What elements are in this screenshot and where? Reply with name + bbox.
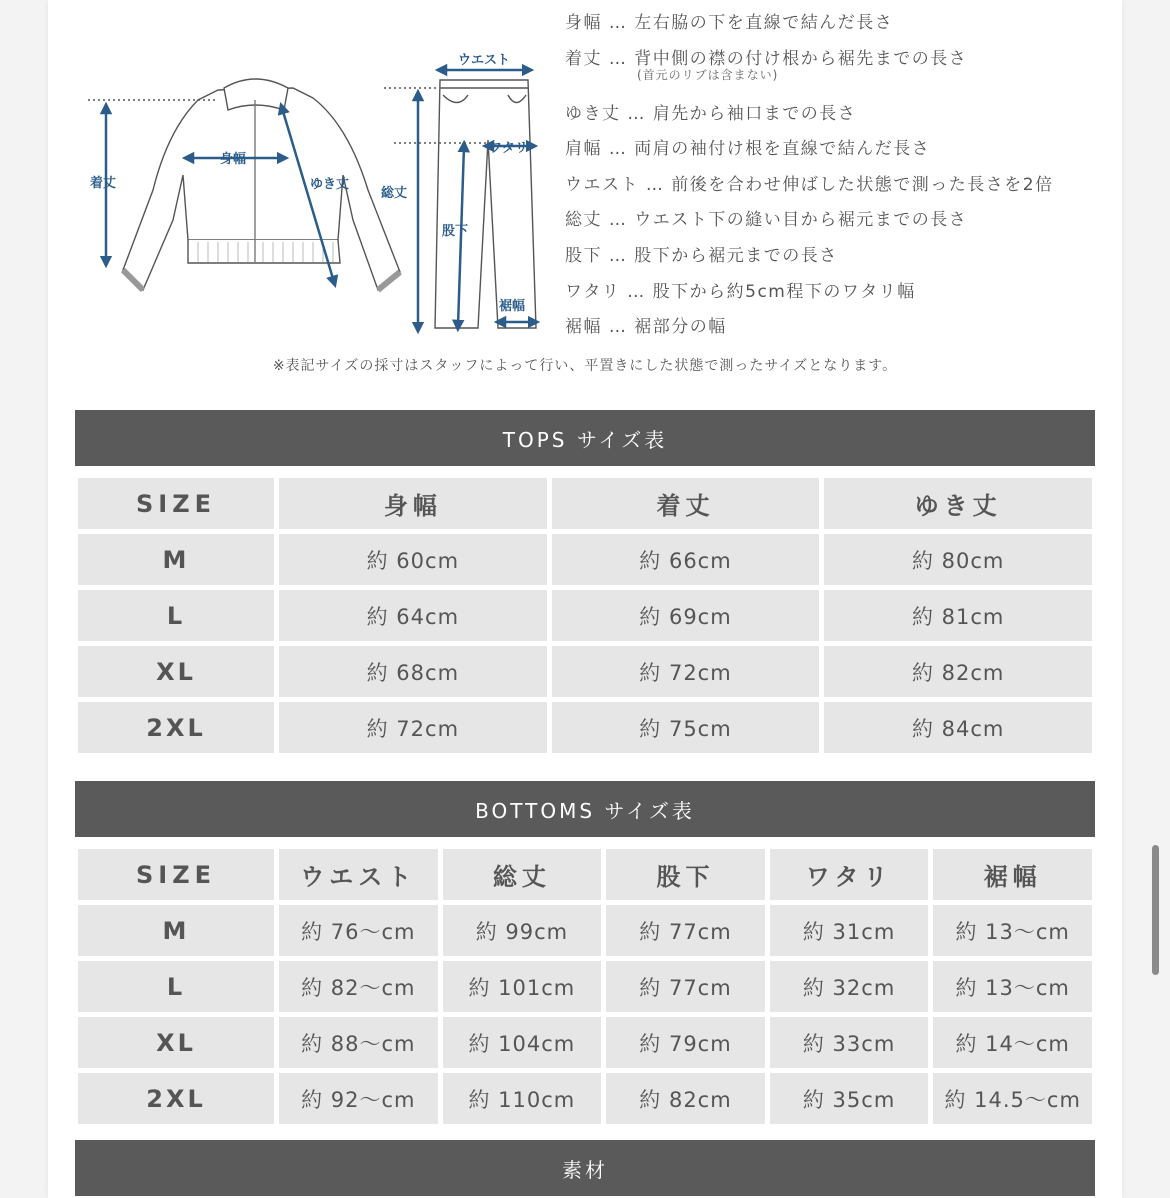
definition-item: 裾幅 … 裾部分の幅: [565, 317, 727, 338]
definition-item: ウエスト … 前後を合わせ伸ばした状態で測った長さを2倍: [565, 174, 1054, 195]
table-cell: 約 92〜cm: [279, 1073, 438, 1124]
jacket-length-label: 着丈: [90, 176, 117, 191]
table-cell: 約 82〜cm: [279, 961, 438, 1012]
table-header-cell: ワタリ: [770, 849, 929, 900]
table-row: [78, 961, 1092, 1012]
definition-item: 総丈 … ウエスト下の縫い目から裾元までの長さ: [565, 210, 968, 231]
table-cell: 約 110cm: [443, 1073, 602, 1124]
measurement-footnote: ※表記サイズの採寸はスタッフによって行い、平置きにした状態で測ったサイズとなります。: [272, 358, 898, 374]
table-cell: 約 82cm: [824, 646, 1092, 697]
table-cell: 約 32cm: [770, 961, 929, 1012]
table-row: [78, 1073, 1092, 1124]
table-cell: 約 81cm: [824, 590, 1092, 641]
table-cell: 約 14〜cm: [933, 1017, 1092, 1068]
definition-note: (首元のリブは含まない): [637, 67, 779, 82]
measurement-definitions: [565, 8, 1105, 348]
size-cell: 2XL: [78, 1073, 274, 1124]
product-size-page: [48, 0, 1122, 1198]
table-row: [78, 534, 1092, 585]
pants-waist-label: ウエスト: [458, 53, 511, 68]
garment-illustration: [48, 0, 568, 345]
table-header-row: [78, 478, 1092, 529]
bottoms-size-table-title: BOTTOMS サイズ表: [75, 781, 1095, 837]
size-cell: 2XL: [78, 702, 274, 753]
table-cell: 約 31cm: [770, 905, 929, 956]
jacket-width-label: 身幅: [220, 152, 247, 167]
table-cell: 約 14.5〜cm: [933, 1073, 1092, 1124]
table-cell: 約 104cm: [443, 1017, 602, 1068]
measurement-diagram: [48, 0, 1122, 400]
size-cell: XL: [78, 646, 274, 697]
definition-item: ワタリ … 股下から約5cm程下のワタリ幅: [565, 281, 916, 302]
material-section-title: 素材: [75, 1140, 1095, 1196]
pants-thigh-label: ワタリ: [489, 141, 528, 156]
table-row: [78, 590, 1092, 641]
table-header-cell: ウエスト: [279, 849, 438, 900]
table-cell: 約 99cm: [443, 905, 602, 956]
pants-total-label: 総丈: [381, 186, 408, 201]
jacket-sleeve-label: ゆき丈: [310, 177, 350, 192]
size-cell: M: [78, 534, 274, 585]
table-header-cell: SIZE: [78, 849, 274, 900]
size-cell: L: [78, 590, 274, 641]
table-header-cell: 総丈: [443, 849, 602, 900]
pants-hem-label: 裾幅: [499, 299, 526, 314]
table-header-cell: 裾幅: [933, 849, 1092, 900]
table-cell: 約 66cm: [552, 534, 820, 585]
table-cell: 約 101cm: [443, 961, 602, 1012]
table-header-cell: SIZE: [78, 478, 274, 529]
table-header-cell: 着丈: [552, 478, 820, 529]
bottoms-size-table: [73, 844, 1097, 1129]
table-row: [78, 646, 1092, 697]
table-cell: 約 68cm: [279, 646, 547, 697]
table-cell: 約 13〜cm: [933, 961, 1092, 1012]
pants-drawing: [435, 80, 536, 328]
table-cell: 約 84cm: [824, 702, 1092, 753]
jacket-drawing: [123, 79, 400, 290]
tops-size-table-title: TOPS サイズ表: [75, 410, 1095, 466]
table-cell: 約 88〜cm: [279, 1017, 438, 1068]
table-cell: 約 69cm: [552, 590, 820, 641]
table-cell: 約 72cm: [279, 702, 547, 753]
table-cell: 約 72cm: [552, 646, 820, 697]
table-cell: 約 77cm: [606, 961, 765, 1012]
table-row: [78, 1017, 1092, 1068]
definition-item: ゆき丈 … 肩先から袖口までの長さ: [565, 103, 857, 124]
size-cell: XL: [78, 1017, 274, 1068]
table-cell: 約 64cm: [279, 590, 547, 641]
size-cell: M: [78, 905, 274, 956]
definition-item: 着丈 … 背中側の襟の付け根から裾先までの長さ (首元のリブは含まない): [565, 48, 968, 82]
table-cell: 約 77cm: [606, 905, 765, 956]
table-row: [78, 702, 1092, 753]
table-cell: 約 75cm: [552, 702, 820, 753]
definition-item: 肩幅 … 両肩の袖付け根を直線で結んだ長さ: [565, 139, 931, 160]
table-cell: 約 79cm: [606, 1017, 765, 1068]
table-cell: 約 35cm: [770, 1073, 929, 1124]
table-header-cell: 股下: [606, 849, 765, 900]
tops-size-table: [73, 473, 1097, 758]
definition-item: 股下 … 股下から裾元までの長さ: [565, 245, 838, 266]
table-header-cell: ゆき丈: [824, 478, 1092, 529]
table-row: [78, 905, 1092, 956]
scrollbar-thumb[interactable]: [1152, 845, 1159, 975]
table-cell: 約 82cm: [606, 1073, 765, 1124]
table-cell: 約 33cm: [770, 1017, 929, 1068]
table-header-cell: 身幅: [279, 478, 547, 529]
table-cell: 約 13〜cm: [933, 905, 1092, 956]
table-header-row: [78, 849, 1092, 900]
table-cell: 約 80cm: [824, 534, 1092, 585]
table-cell: 約 76〜cm: [279, 905, 438, 956]
size-cell: L: [78, 961, 274, 1012]
table-cell: 約 60cm: [279, 534, 547, 585]
definition-item: 身幅 … 左右脇の下を直線で結んだ長さ: [565, 13, 894, 33]
pants-inseam-label: 股下: [442, 224, 469, 239]
